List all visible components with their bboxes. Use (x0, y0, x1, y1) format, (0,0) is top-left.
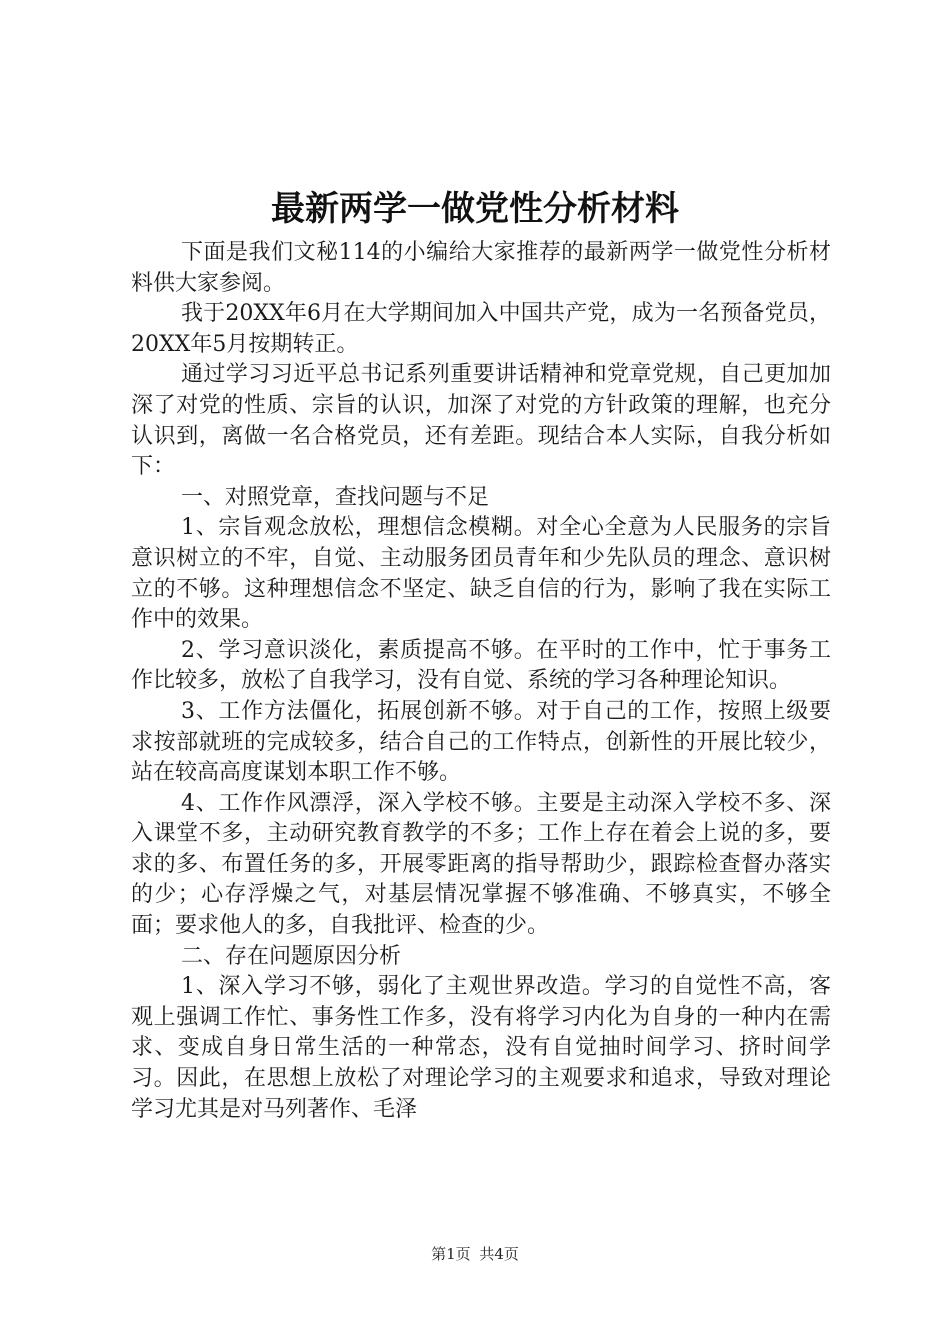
document-title: 最新两学一做党性分析材料 (271, 189, 679, 229)
paragraph-party-join: 我于20XX年6月在大学期间加入中国共产党，成为一名预备党员，20XX年5月按期转正。 (131, 301, 831, 357)
paragraph-item-1: 1、宗旨观念放松，理想信念模糊。对全心全意为人民服务的宗旨意识树立的不牢，自觉、主动服务团员青年和少先队员的理念、意识树立的不够。这种理想信念不坚定、缺乏自信的行为，影响了我在实际工作中的效果。 (131, 515, 831, 633)
paragraph-item-3: 3、工作方法僵化，拓展创新不够。对于自己的工作，按照上级要求按部就班的完成较多，结合自己的工作特点，创新性的开展比较少，站在较高高度谋划本职工作不够。 (131, 698, 831, 786)
paragraph-intro: 下面是我们文秘114的小编给大家推荐的最新两学一做党性分析材料供大家参阅。 (131, 240, 831, 296)
page-footer (0, 1243, 950, 1265)
paragraph-cause-1: 1、深入学习不够，弱化了主观世界改造。学习的自觉性不高，客观上强调工作忙、事务性工作多，没有将学习内化为自身的一种内在需求、变成自身日常生活的一种常态，没有自觉抽时间学习、挤时间学习。因此，在思想上放松了对理论学习的主观要求和追求，导致对理论学习尤其是对马列著作、毛泽 (131, 974, 831, 1122)
paragraph-item-2: 2、学习意识淡化，素质提高不够。在平时的工作中，忙于事务工作比较多，放松了自我学习，没有自觉、系统的学习各种理论知识。 (131, 637, 831, 694)
section-heading-2: 二、存在问题原因分析 (181, 943, 402, 969)
page-total: 共4页 (479, 1245, 519, 1263)
section-heading-1: 一、对照党章，查找问题与不足 (181, 484, 490, 510)
document-body (131, 238, 831, 1125)
paragraph-study: 通过学习习近平总书记系列重要讲话精神和党章党规，自己更加加深了对党的性质、宗旨的认识，加深了对党的方针政策的理解，也充分认识到，离做一名合格党员，还有差距。现结合本人实际，自我分析如下： (131, 362, 831, 480)
paragraph-item-4: 4、工作作风漂浮，深入学校不够。主要是主动深入学校不多、深入课堂不多，主动研究教育教学的不多；工作上存在着会上说的多，要求的多、布置任务的多，开展零距离的指导帮助少，跟踪检查督办落实的少；心存浮燥之气，对基层情况掌握不够准确、不够真实，不够全面；要求他人的多，自我批评、检查的少。 (131, 790, 831, 939)
page-number: 第1页 (431, 1245, 471, 1263)
